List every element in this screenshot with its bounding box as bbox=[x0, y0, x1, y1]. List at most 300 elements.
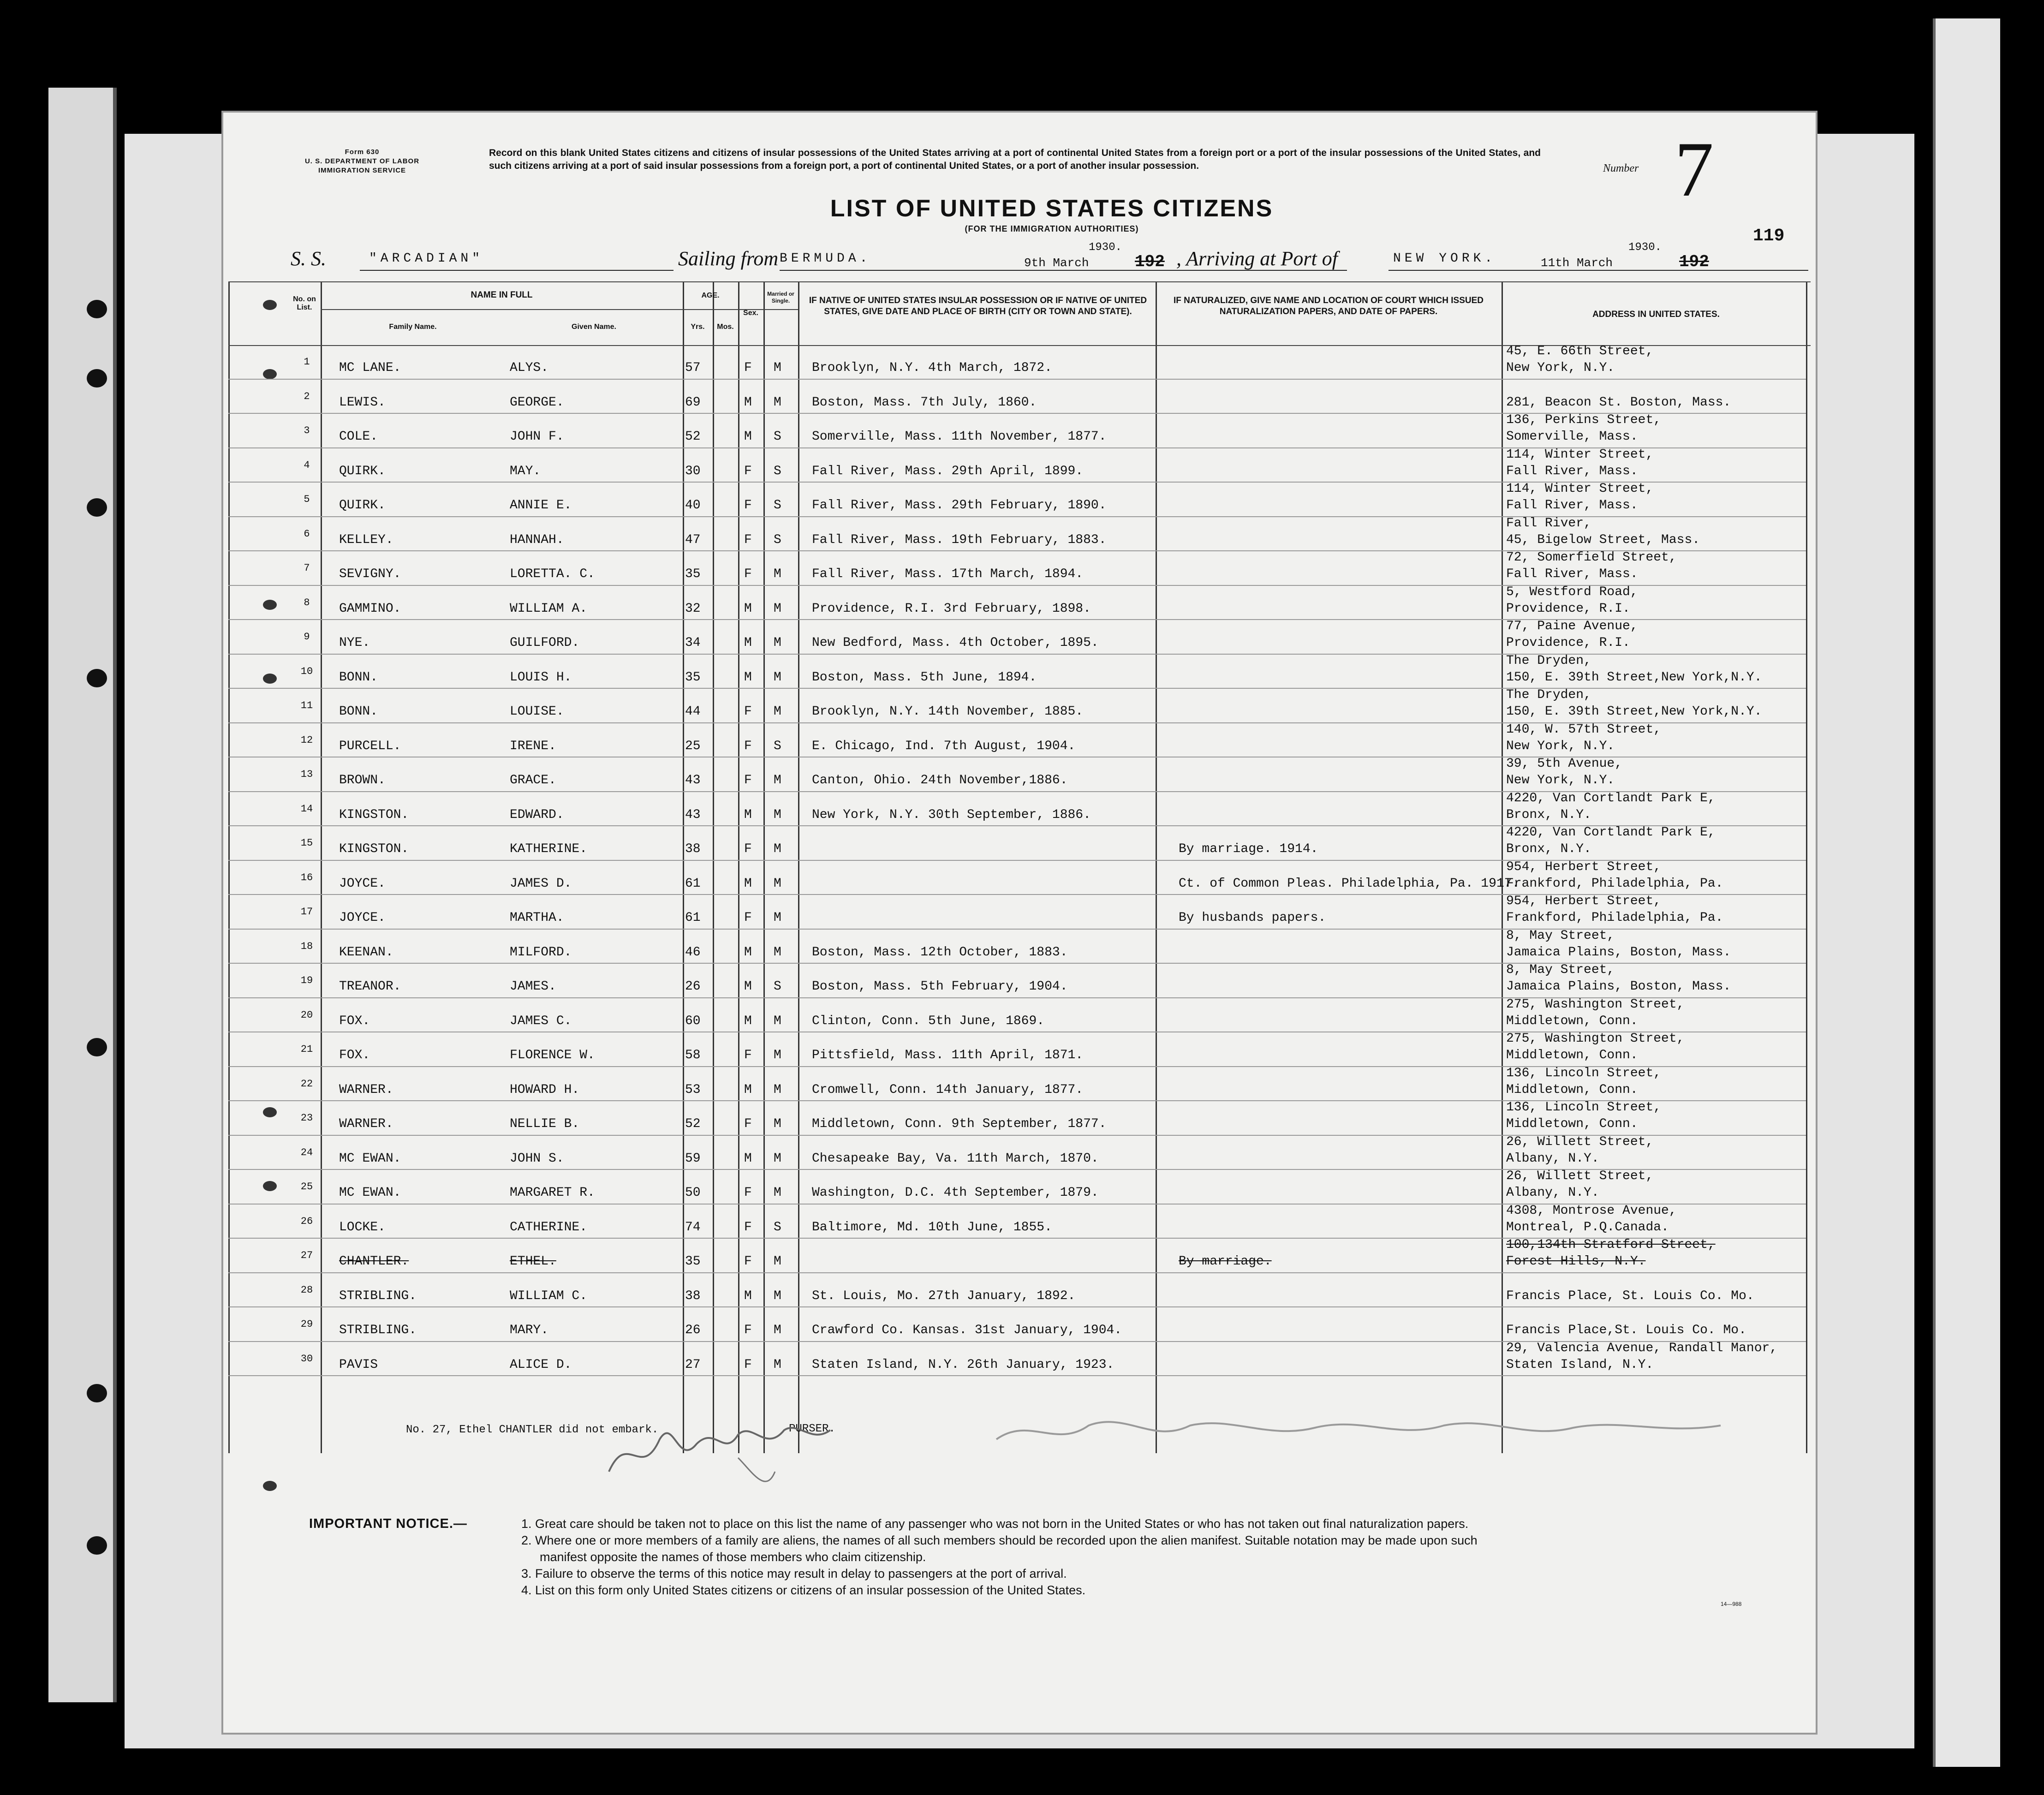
address-line-2: Francis Place, St. Louis Co. Mo. bbox=[1506, 1288, 1754, 1303]
address-line-1: 39, 5th Avenue, bbox=[1506, 757, 1623, 771]
family-name: MC EWAN. bbox=[339, 1186, 401, 1200]
address-line-1: The Dryden, bbox=[1506, 653, 1591, 668]
naturalization: Ct. of Common Pleas. Philadelphia, Pa. 1917. bbox=[1179, 876, 1520, 891]
sex: F bbox=[744, 464, 752, 478]
table-row bbox=[228, 792, 1811, 827]
birth-place-date: Somerville, Mass. 11th November, 1877. bbox=[812, 429, 1107, 444]
marital-status: M bbox=[774, 1186, 781, 1200]
row-number: 29 bbox=[300, 1318, 313, 1330]
given-name: MILFORD. bbox=[510, 945, 572, 960]
address-line-2: Albany, N.Y. bbox=[1506, 1151, 1599, 1166]
family-name: LOCKE. bbox=[339, 1220, 386, 1234]
sex: F bbox=[744, 532, 752, 547]
address-line-1: 954, Herbert Street, bbox=[1506, 894, 1662, 908]
address-line-1: 29, Valencia Avenue, Randall Manor, bbox=[1506, 1341, 1778, 1355]
marital-status: S bbox=[774, 532, 781, 547]
address-line-2: New York, N.Y. bbox=[1506, 773, 1615, 787]
row-number: 14 bbox=[300, 803, 313, 815]
birth-place-date: Cromwell, Conn. 14th January, 1877. bbox=[812, 1082, 1084, 1097]
sex: M bbox=[744, 1014, 752, 1028]
address-line-1: 140, W. 57th Street, bbox=[1506, 722, 1662, 737]
address-line-2: Montreal, P.Q.Canada. bbox=[1506, 1220, 1669, 1234]
address-line-2: Middletown, Conn. bbox=[1506, 1014, 1638, 1028]
address-line-2: 150, E. 39th Street,New York,N.Y. bbox=[1506, 704, 1762, 719]
table-row bbox=[228, 826, 1811, 861]
marital-status: M bbox=[774, 601, 781, 616]
sex: M bbox=[744, 670, 752, 685]
age-years: 30 bbox=[685, 464, 701, 478]
address-line-1: 26, Willett Street, bbox=[1506, 1134, 1654, 1149]
sex: F bbox=[744, 1048, 752, 1062]
marital-status: M bbox=[774, 911, 781, 925]
row-number: 12 bbox=[300, 734, 313, 746]
address-line-1: 136, Lincoln Street, bbox=[1506, 1100, 1662, 1115]
page-subtitle: (FOR THE IMMIGRATION AUTHORITIES) bbox=[965, 224, 1139, 233]
row-number: 21 bbox=[300, 1044, 313, 1055]
given-name: ALYS. bbox=[510, 361, 549, 375]
intro-text: Record on this blank United States citizens and citizens of insular possessions of the United States arriving at a port of continental United States from a foreign port or a port of the insular possessions of the United States, and such citizens arriving at a port of said insular possessions from a foreign port, a port of continental United States, or a port of another insular possession. bbox=[489, 148, 1541, 171]
column-header-married: Married or Single. bbox=[767, 291, 794, 304]
sex: M bbox=[744, 945, 752, 960]
address-line-1: 45, E. 66th Street, bbox=[1506, 344, 1654, 358]
marital-status: M bbox=[774, 670, 781, 685]
address-line-2: Francis Place,St. Louis Co. Mo. bbox=[1506, 1323, 1746, 1337]
notice-heading: IMPORTANT NOTICE.— bbox=[309, 1516, 467, 1531]
family-name: MC EWAN. bbox=[339, 1151, 401, 1166]
given-name: ALICE D. bbox=[510, 1357, 572, 1372]
given-name: LORETTA. C. bbox=[510, 567, 595, 581]
address-line-1: 275, Washington Street, bbox=[1506, 1032, 1685, 1046]
row-number: 18 bbox=[300, 940, 313, 952]
family-name: BONN. bbox=[339, 670, 378, 685]
birth-place-date: St. Louis, Mo. 27th January, 1892. bbox=[812, 1288, 1076, 1303]
notice-item-4: 4. List on this form only United States citizens or citizens of an insular possession of the United States. bbox=[521, 1583, 1086, 1597]
marital-status: M bbox=[774, 1288, 781, 1303]
address-line-2: Fall River, Mass. bbox=[1506, 567, 1638, 581]
sex: M bbox=[744, 395, 752, 410]
given-name: GUILFORD. bbox=[510, 636, 580, 650]
birth-place-date: Fall River, Mass. 19th February, 1883. bbox=[812, 532, 1107, 547]
table-row bbox=[228, 483, 1811, 517]
arrival-year-struck: 192 bbox=[1679, 252, 1709, 271]
age-years: 35 bbox=[685, 1254, 701, 1269]
table-row bbox=[228, 1136, 1811, 1170]
sex: M bbox=[744, 601, 752, 616]
birth-place-date: New York, N.Y. 30th September, 1886. bbox=[812, 807, 1091, 822]
hole bbox=[87, 1384, 107, 1402]
hole bbox=[87, 300, 107, 318]
birth-place-date: New Bedford, Mass. 4th October, 1895. bbox=[812, 636, 1099, 650]
table-row bbox=[228, 448, 1811, 483]
given-name: JAMES. bbox=[510, 979, 556, 994]
table-row bbox=[228, 1101, 1811, 1136]
address-line-1: 5, Westford Road, bbox=[1506, 584, 1638, 599]
address-line-2: 150, E. 39th Street,New York,N.Y. bbox=[1506, 670, 1762, 685]
sex: F bbox=[744, 498, 752, 513]
table-row bbox=[228, 930, 1811, 964]
table-row bbox=[228, 1239, 1811, 1273]
naturalization: By marriage. bbox=[1179, 1254, 1272, 1269]
birth-place-date: E. Chicago, Ind. 7th August, 1904. bbox=[812, 739, 1076, 753]
marital-status: M bbox=[774, 1117, 781, 1131]
sailing-from-label: Sailing from bbox=[678, 247, 779, 270]
table-row bbox=[228, 620, 1811, 655]
notice-item-2: 2. Where one or more members of a family are aliens, the names of all such members should be recorded upon the alien manifest. Suitable notation may be made upon such bbox=[521, 1533, 1478, 1547]
address-line-2: 45, Bigelow Street, Mass. bbox=[1506, 532, 1700, 547]
marital-status: M bbox=[774, 636, 781, 650]
marital-status: M bbox=[774, 567, 781, 581]
address-line-1: 77, Paine Avenue, bbox=[1506, 619, 1638, 633]
sex: M bbox=[744, 979, 752, 994]
birth-place-date: Boston, Mass. 5th February, 1904. bbox=[812, 979, 1068, 994]
age-years: 43 bbox=[685, 807, 701, 822]
family-name: PAVIS bbox=[339, 1357, 378, 1372]
table-row bbox=[228, 1342, 1811, 1377]
column-header-naturalized: IF NATURALIZED, GIVE NAME AND LOCATION OF COURT WHICH ISSUED NATURALIZATION PAPERS, AND DATE OF PAPERS. bbox=[1173, 296, 1484, 316]
table-row bbox=[228, 1067, 1811, 1102]
birth-place-date: Clinton, Conn. 5th June, 1869. bbox=[812, 1014, 1045, 1028]
address-line-1: 4220, Van Cortlandt Park E, bbox=[1506, 825, 1716, 840]
sex: F bbox=[744, 739, 752, 753]
binder-left bbox=[48, 88, 117, 1702]
family-name: FOX. bbox=[339, 1048, 370, 1062]
sailing-line bbox=[291, 241, 1813, 274]
address-line-2: 281, Beacon St. Boston, Mass. bbox=[1506, 395, 1731, 410]
address-line-2: Forest Hills, N.Y. bbox=[1506, 1254, 1646, 1269]
marital-status: M bbox=[774, 842, 781, 856]
family-name: BROWN. bbox=[339, 773, 386, 787]
age-years: 40 bbox=[685, 498, 701, 513]
row-number: 20 bbox=[300, 1009, 313, 1021]
address-line-2: Albany, N.Y. bbox=[1506, 1186, 1599, 1200]
family-name: PURCELL. bbox=[339, 739, 401, 753]
marital-status: S bbox=[774, 498, 781, 513]
age-years: 25 bbox=[685, 739, 701, 753]
age-years: 53 bbox=[685, 1082, 701, 1097]
sex: M bbox=[744, 429, 752, 444]
table-row bbox=[228, 551, 1811, 586]
sex: F bbox=[744, 1220, 752, 1234]
address-line-2: Middletown, Conn. bbox=[1506, 1048, 1638, 1062]
hole bbox=[87, 1038, 107, 1056]
given-name: LOUIS H. bbox=[510, 670, 572, 685]
purser-signature bbox=[600, 1402, 840, 1495]
marital-status: M bbox=[774, 876, 781, 891]
age-years: 27 bbox=[685, 1357, 701, 1372]
binder-ring bbox=[263, 1481, 277, 1491]
row-number: 4 bbox=[304, 459, 310, 471]
address-line-2: Bronx, N.Y. bbox=[1506, 807, 1591, 822]
hole bbox=[87, 498, 107, 517]
birth-place-date: Brooklyn, N.Y. 4th March, 1872. bbox=[812, 361, 1052, 375]
row-number: 6 bbox=[304, 528, 310, 540]
address-line-1: 136, Lincoln Street, bbox=[1506, 1066, 1662, 1080]
notice-item-3: 3. Failure to observe the terms of this notice may result in delay to passengers at the port of arrival. bbox=[521, 1567, 1067, 1580]
marital-status: M bbox=[774, 1082, 781, 1097]
age-years: 57 bbox=[685, 361, 701, 375]
family-name: JOYCE. bbox=[339, 876, 386, 891]
birth-place-date: Boston, Mass. 12th October, 1883. bbox=[812, 945, 1068, 960]
table-row bbox=[228, 380, 1811, 414]
ship-name: "ARCADIAN" bbox=[369, 251, 484, 266]
row-number: 5 bbox=[304, 494, 310, 505]
family-name: NYE. bbox=[339, 636, 370, 650]
binder-right bbox=[1933, 18, 2000, 1767]
address-line-1: 72, Somerfield Street, bbox=[1506, 550, 1677, 565]
sex: M bbox=[744, 636, 752, 650]
row-rule bbox=[228, 1375, 1806, 1376]
address-line-1: 8, May Street, bbox=[1506, 928, 1615, 943]
sex: F bbox=[744, 842, 752, 856]
age-years: 52 bbox=[685, 1117, 701, 1131]
column-header-name: NAME IN FULL bbox=[471, 290, 533, 300]
family-name: COLE. bbox=[339, 429, 378, 444]
age-years: 38 bbox=[685, 1288, 701, 1303]
hole bbox=[87, 669, 107, 687]
given-name: IRENE. bbox=[510, 739, 556, 753]
age-years: 61 bbox=[685, 911, 701, 925]
table-row bbox=[228, 757, 1811, 792]
age-years: 46 bbox=[685, 945, 701, 960]
departure-year-struck: 192 bbox=[1135, 252, 1165, 271]
number-label: Number bbox=[1603, 162, 1639, 174]
family-name: BONN. bbox=[339, 704, 378, 719]
row-number: 25 bbox=[300, 1181, 313, 1193]
purser-label: PURSER. bbox=[789, 1423, 835, 1435]
given-name: HOWARD H. bbox=[510, 1082, 580, 1097]
sex: F bbox=[744, 1357, 752, 1372]
table-row bbox=[228, 345, 1811, 380]
address-line-2: Frankford, Philadelphia, Pa. bbox=[1506, 911, 1723, 925]
table-row bbox=[228, 586, 1811, 620]
table-row bbox=[228, 964, 1811, 998]
address-line-2: Middletown, Conn. bbox=[1506, 1117, 1638, 1131]
row-number: 7 bbox=[304, 562, 310, 574]
row-number: 16 bbox=[300, 871, 313, 883]
column-header-mos: Mos. bbox=[717, 323, 734, 331]
arrival-date: 11th March bbox=[1541, 256, 1613, 270]
column-header-given: Given Name. bbox=[572, 323, 616, 331]
table-row bbox=[228, 1273, 1811, 1308]
marital-status: M bbox=[774, 1014, 781, 1028]
family-name: WARNER. bbox=[339, 1082, 393, 1097]
marital-status: M bbox=[774, 1254, 781, 1269]
row-number: 1 bbox=[304, 356, 310, 368]
family-name: QUIRK. bbox=[339, 464, 386, 478]
address-line-2: Jamaica Plains, Boston, Mass. bbox=[1506, 945, 1731, 960]
age-years: 32 bbox=[685, 601, 701, 616]
birth-place-date: Canton, Ohio. 24th November,1886. bbox=[812, 773, 1068, 787]
address-line-1: 114, Winter Street, bbox=[1506, 447, 1654, 462]
table-row bbox=[228, 1170, 1811, 1205]
given-name: JOHN F. bbox=[510, 429, 564, 444]
given-name: EDWARD. bbox=[510, 807, 564, 822]
family-name: WARNER. bbox=[339, 1117, 393, 1131]
family-name: JOYCE. bbox=[339, 911, 386, 925]
birth-place-date: Boston, Mass. 7th July, 1860. bbox=[812, 395, 1037, 410]
address-line-1: 8, May Street, bbox=[1506, 963, 1615, 977]
given-name: HANNAH. bbox=[510, 532, 564, 547]
family-name: CHANTLER. bbox=[339, 1254, 409, 1269]
address-line-2: Jamaica Plains, Boston, Mass. bbox=[1506, 979, 1731, 994]
sex: F bbox=[744, 1117, 752, 1131]
given-name: JAMES C. bbox=[510, 1014, 572, 1028]
birth-place-date: Chesapeake Bay, Va. 11th March, 1870. bbox=[812, 1151, 1099, 1166]
departure-port: BERMUDA. bbox=[780, 251, 871, 266]
arrival-underline bbox=[1388, 270, 1808, 271]
family-name: KINGSTON. bbox=[339, 842, 409, 856]
name-header-rule bbox=[321, 309, 798, 310]
age-years: 50 bbox=[685, 1186, 701, 1200]
address-line-1: The Dryden, bbox=[1506, 688, 1591, 702]
marital-status: M bbox=[774, 361, 781, 375]
birth-place-date: Providence, R.I. 3rd February, 1898. bbox=[812, 601, 1091, 616]
marital-status: S bbox=[774, 429, 781, 444]
address-line-1: 136, Perkins Street, bbox=[1506, 413, 1662, 427]
given-name: LOUISE. bbox=[510, 704, 564, 719]
form-code: 14—988 bbox=[1721, 1601, 1742, 1607]
given-name: MAY. bbox=[510, 464, 541, 478]
column-header-no: No. on List. bbox=[293, 295, 316, 311]
given-name: FLORENCE W. bbox=[510, 1048, 595, 1062]
row-number: 3 bbox=[304, 425, 310, 436]
age-years: 60 bbox=[685, 1014, 701, 1028]
given-name: ANNIE E. bbox=[510, 498, 572, 513]
sex: F bbox=[744, 704, 752, 719]
family-name: MC LANE. bbox=[339, 361, 401, 375]
row-number: 24 bbox=[300, 1146, 313, 1158]
family-name: STRIBLING. bbox=[339, 1323, 417, 1337]
birth-place-date: Pittsfield, Mass. 11th April, 1871. bbox=[812, 1048, 1084, 1062]
sex: F bbox=[744, 773, 752, 787]
age-years: 58 bbox=[685, 1048, 701, 1062]
address-line-2: Providence, R.I. bbox=[1506, 636, 1630, 650]
table-row bbox=[228, 998, 1811, 1033]
given-name: KATHERINE. bbox=[510, 842, 588, 856]
marital-status: M bbox=[774, 1323, 781, 1337]
row-number: 26 bbox=[300, 1215, 313, 1227]
age-years: 47 bbox=[685, 532, 701, 547]
given-name: GEORGE. bbox=[510, 395, 564, 410]
sex: F bbox=[744, 567, 752, 581]
naturalization: By husbands papers. bbox=[1179, 911, 1326, 925]
table-row bbox=[228, 723, 1811, 758]
row-number: 17 bbox=[300, 906, 313, 918]
address-line-1: 275, Washington Street, bbox=[1506, 997, 1685, 1012]
marital-status: S bbox=[774, 1220, 781, 1234]
table-row bbox=[228, 414, 1811, 448]
age-years: 44 bbox=[685, 704, 701, 719]
birth-place-date: Fall River, Mass. 29th February, 1890. bbox=[812, 498, 1107, 513]
address-line-1: 100,134th Stratford Street, bbox=[1506, 1238, 1716, 1252]
age-years: 61 bbox=[685, 876, 701, 891]
given-name: WILLIAM A. bbox=[510, 601, 588, 616]
sex: M bbox=[744, 807, 752, 822]
address-line-2: Fall River, Mass. bbox=[1506, 498, 1638, 513]
address-line-1: 954, Herbert Street, bbox=[1506, 859, 1662, 874]
ship-underline bbox=[360, 270, 673, 271]
birth-place-date: Baltimore, Md. 10th June, 1855. bbox=[812, 1220, 1052, 1234]
number-value: 7 bbox=[1675, 126, 1714, 213]
family-name: LEWIS. bbox=[339, 395, 386, 410]
address-line-2: Providence, R.I. bbox=[1506, 601, 1630, 616]
table-row bbox=[228, 1205, 1811, 1239]
row-number: 23 bbox=[300, 1112, 313, 1124]
given-name: JOHN S. bbox=[510, 1151, 564, 1166]
family-name: STRIBLING. bbox=[339, 1288, 417, 1303]
address-line-2: Fall River, Mass. bbox=[1506, 464, 1638, 478]
marital-status: M bbox=[774, 704, 781, 719]
given-name: MARY. bbox=[510, 1323, 549, 1337]
address-line-1: 26, Willett Street, bbox=[1506, 1169, 1654, 1183]
family-name: SEVIGNY. bbox=[339, 567, 401, 581]
marital-status: M bbox=[774, 1151, 781, 1166]
marital-status: M bbox=[774, 395, 781, 410]
age-years: 38 bbox=[685, 842, 701, 856]
sex: M bbox=[744, 876, 752, 891]
arrival-port: NEW YORK. bbox=[1393, 251, 1496, 266]
address-line-2: Frankford, Philadelphia, Pa. bbox=[1506, 876, 1723, 891]
address-line-2: New York, N.Y. bbox=[1506, 739, 1615, 753]
row-number: 11 bbox=[300, 700, 313, 711]
marital-status: M bbox=[774, 807, 781, 822]
departure-date: 9th March bbox=[1024, 256, 1089, 270]
marital-status: M bbox=[774, 945, 781, 960]
given-name: MARTHA. bbox=[510, 911, 564, 925]
row-number: 22 bbox=[300, 1078, 313, 1090]
page-title: LIST OF UNITED STATES CITIZENS bbox=[830, 195, 1274, 222]
address-line-2: Staten Island, N.Y. bbox=[1506, 1357, 1654, 1372]
birth-place-date: Staten Island, N.Y. 26th January, 1923. bbox=[812, 1357, 1114, 1372]
row-number: 13 bbox=[300, 769, 313, 780]
address-line-2: New York, N.Y. bbox=[1506, 361, 1615, 375]
form-id: Form 630 U. S. DEPARTMENT OF LABOR IMMIGRATION SERVICE bbox=[304, 148, 420, 174]
age-years: 26 bbox=[685, 1323, 701, 1337]
birth-place-date: Crawford Co. Kansas. 31st January, 1904. bbox=[812, 1323, 1122, 1337]
address-line-2: Bronx, N.Y. bbox=[1506, 842, 1591, 856]
departure-year: 1930. bbox=[1089, 241, 1122, 254]
marital-status: S bbox=[774, 464, 781, 478]
family-name: QUIRK. bbox=[339, 498, 386, 513]
row-number: 10 bbox=[300, 665, 313, 677]
row-number: 19 bbox=[300, 975, 313, 986]
sex: F bbox=[744, 1323, 752, 1337]
hole bbox=[87, 369, 107, 388]
age-years: 74 bbox=[685, 1220, 701, 1234]
given-name: NELLIE B. bbox=[510, 1117, 580, 1131]
given-name: JAMES D. bbox=[510, 876, 572, 891]
given-name: GRACE. bbox=[510, 773, 556, 787]
marital-status: M bbox=[774, 773, 781, 787]
table-row bbox=[228, 1307, 1811, 1342]
address-line-2: Somerville, Mass. bbox=[1506, 429, 1638, 444]
notice-item-1: 1. Great care should be taken not to place on this list the name of any passenger who was not born in the United States or who has not taken out final naturalization papers. bbox=[521, 1517, 1469, 1531]
address-line-1: Fall River, bbox=[1506, 516, 1591, 531]
given-name: CATHERINE. bbox=[510, 1220, 588, 1234]
marital-status: S bbox=[774, 739, 781, 753]
page-number: 119 bbox=[1753, 226, 1785, 246]
given-name: WILLIAM C. bbox=[510, 1288, 588, 1303]
family-name: KELLEY. bbox=[339, 532, 393, 547]
birth-place-date: Fall River, Mass. 17th March, 1894. bbox=[812, 567, 1084, 581]
table-row bbox=[228, 861, 1811, 895]
table-row bbox=[228, 689, 1811, 723]
age-years: 59 bbox=[685, 1151, 701, 1166]
column-header-family: Family Name. bbox=[389, 323, 437, 331]
age-years: 34 bbox=[685, 636, 701, 650]
age-years: 43 bbox=[685, 773, 701, 787]
address-line-1: 114, Winter Street, bbox=[1506, 482, 1654, 496]
